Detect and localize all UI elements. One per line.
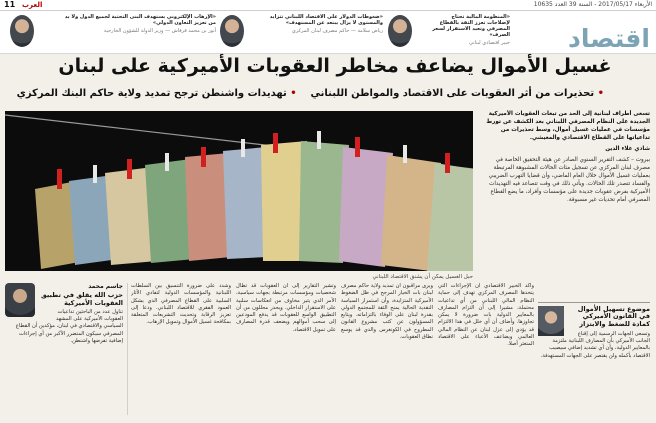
bullet: • [290,88,297,99]
banknote-11 [427,163,473,271]
top-strip [0,0,656,11]
author-name: جاسم محمد [88,283,123,290]
quote-avatar-mid [220,15,244,47]
article-intro-column [480,110,650,280]
quote-author: أنور بن محمد قرقاش — وزير الدولة للشؤون الخارجية [103,28,216,34]
photo-caption: حبل الغسيل يمكن أن يشنق الاقتصاد اللبناني [372,274,473,280]
article-column-4: وشدد على ضرورة التنسيق بين السلطات اللبنانية والمؤسسات الدولية لتفادي الآثار السلبية على القطاع المصرفي الذي يشكل العمود الفقري للاقتصاد اللبناني. ودعا إلى تعزيز الرقابة وتحديث التشريعات المتعلقة بمكافحة غسيل الأموال وتمويل الإرهاب. [131,283,231,326]
quote-box-right [255,14,383,50]
related-thumbnail [538,306,564,336]
related-title[interactable]: موضوع تسهيل الأموال في القانون الأميركي كمادة للضغط والابتزاز [577,305,650,328]
article-byline: شادي علاء الدين [605,146,650,152]
bullet: • [597,88,604,99]
quote-box-mid [58,14,216,50]
sidebar-body: تناول عدد من الباحثين تداعيات العقوبات الأميركية على المشهد السياسي والاقتصادي في لبنان، مؤكدين أن القطاع المصرفي سيكون المتضرر الأكبر من أي إجراءات إضافية تفرضها واشنطن. [15,308,123,345]
quote-author: خبير اقتصادي لبناني [469,40,510,46]
related-body: وتسعى الجهات الرسمية إلى إقناع الجانب الأميركي بأن المصارف اللبنانية ملتزمة بالمعايير الدولية، وأن أي تشديد إضافي سيصيب الاقتصاد بأكمله ولن يقتصر على الجهات المستهدفة. [540,330,650,359]
column-divider [127,283,128,415]
banknotes-clothesline-illustration [5,111,473,271]
related-article-box [538,300,650,415]
article-column-2: ويرى مراقبون أن تمديد ولاية حاكم مصرف لبنان بات الخيار المرجح في ظل الضغوط الأميركية المتزايدة، وأن استمرار السياسة النقدية الحالية يمنح الثقة للمجتمع الدولي بقدرة لبنان على الوفاء بالتزاماته. ويتابع المسؤولون عن كثب مشروع القانون المطروح في الكونغرس والذي قد يوسع نطاق العقوبات. [341,283,433,341]
sidebar-title: حزب الله يقلق في تطبيق العقوبات الأميركية [41,291,123,307]
banknote-6 [223,147,267,259]
section-title: اقتصاد [568,24,650,53]
quote-box-extra [430,14,510,50]
issue-info: الأربعاء 2017/05/17 - السنة 39 العدد 10635 [533,1,652,8]
article-headline: غسيل الأموال يضاعف مخاطر العقوبات الأميركية على لبنان [58,55,612,77]
article-column-3: وتشير التقارير إلى أن العقوبات قد تطال شخصيات ومؤسسات مرتبطة بجهات سياسية، الأمر الذي يثير مخاوف من انعكاسات سلبية على الاستقرار الداخلي. ويحذر محللون من أن التطبيق الواسع للعقوبات قد يدفع المودعين إلى سحب أموالهم ويضعف قدرة المصارف على تمويل الاقتصاد. [236,283,336,333]
quote-text: «ضغوطات الدولار على الاقتصاد اللبناني تتزايد والمستوى لا يزال يبتعد عن المستهدف» [269,14,383,26]
article-subhead [16,88,604,99]
article-photo [5,111,473,271]
quote-avatar-right [388,15,412,47]
page-number: 11 [4,0,16,9]
subhead-b: تهديدات واشنطن ترجح تمديد ولاية حاكم البنك المركزي [16,88,287,99]
article-column-1: وأكد الخبير الاقتصادي أن الإجراءات التي يتخذها المصرف المركزي تهدف إلى حماية النظام المالي اللبناني من أي تداعيات محتملة، مشيرا إلى أن التزام المصارف بالمعايير الدولية بات ضرورة لا يمكن تجاوزها. وأضاف أن أي خلل في هذا الالتزام قد يؤدي إلى عزل لبنان عن النظام المالي العالمي ويضاعف الأعباء على الاقتصاد المتعثر أصلا. [438,283,534,348]
header-band [0,11,656,54]
brand-logo: العرب [22,1,43,9]
quote-avatar-left [10,15,34,47]
quote-author: رياض سلامة — حاكم مصرف لبنان المركزي [291,28,383,34]
article-body-intro: بيروت – كشف التقرير السنوي الصادر عن هيئة التحقيق الخاصة في مصرف لبنان المركزي عن تسجيل مئات الحالات المشبوهة المرتبطة بعمليات غسيل الأموال خلال العام الماضي، وأن قضايا التهرب الضريبي والفساد تتصدر تلك الحالات. ويأتي ذلك في وقت تتصاعد فيه التهديدات الأميركية بفرض عقوبات جديدة على مؤسسات وأفراد، ما يضع القطاع المصرفي أمام تحديات غير مسبوقة. [488,157,650,203]
author-avatar [5,283,35,317]
quote-text: «الإرهاب الإلكتروني يستهدف البنى التحتية لجميع الدول ولا بد من تعزيز التعاون الدولي» [64,14,216,26]
quote-text: «المنظومة المالية تحتاج لإصلاحات تعزز الثقة بالقطاع المصرفي وتعيد الاستقرار لسعر الصرف» [432,14,510,38]
sidebar-box [5,283,123,415]
subhead-a: تحذيرات من أثر العقوبات على الاقتصاد والمواطن اللبناني [310,88,595,99]
article-lead: تسعى أطراف لبنانية إلى الحد من تبعات العقوبات الأميركية الجديدة على النظام المصرفي اللبناني بعد الكشف عن تورط مؤسسات في عمليات غسيل أموال، وسط تحذيرات من تداعياتها على القطاع الاقتصادي والمعيشي. [486,111,650,141]
related-rule [538,302,650,303]
